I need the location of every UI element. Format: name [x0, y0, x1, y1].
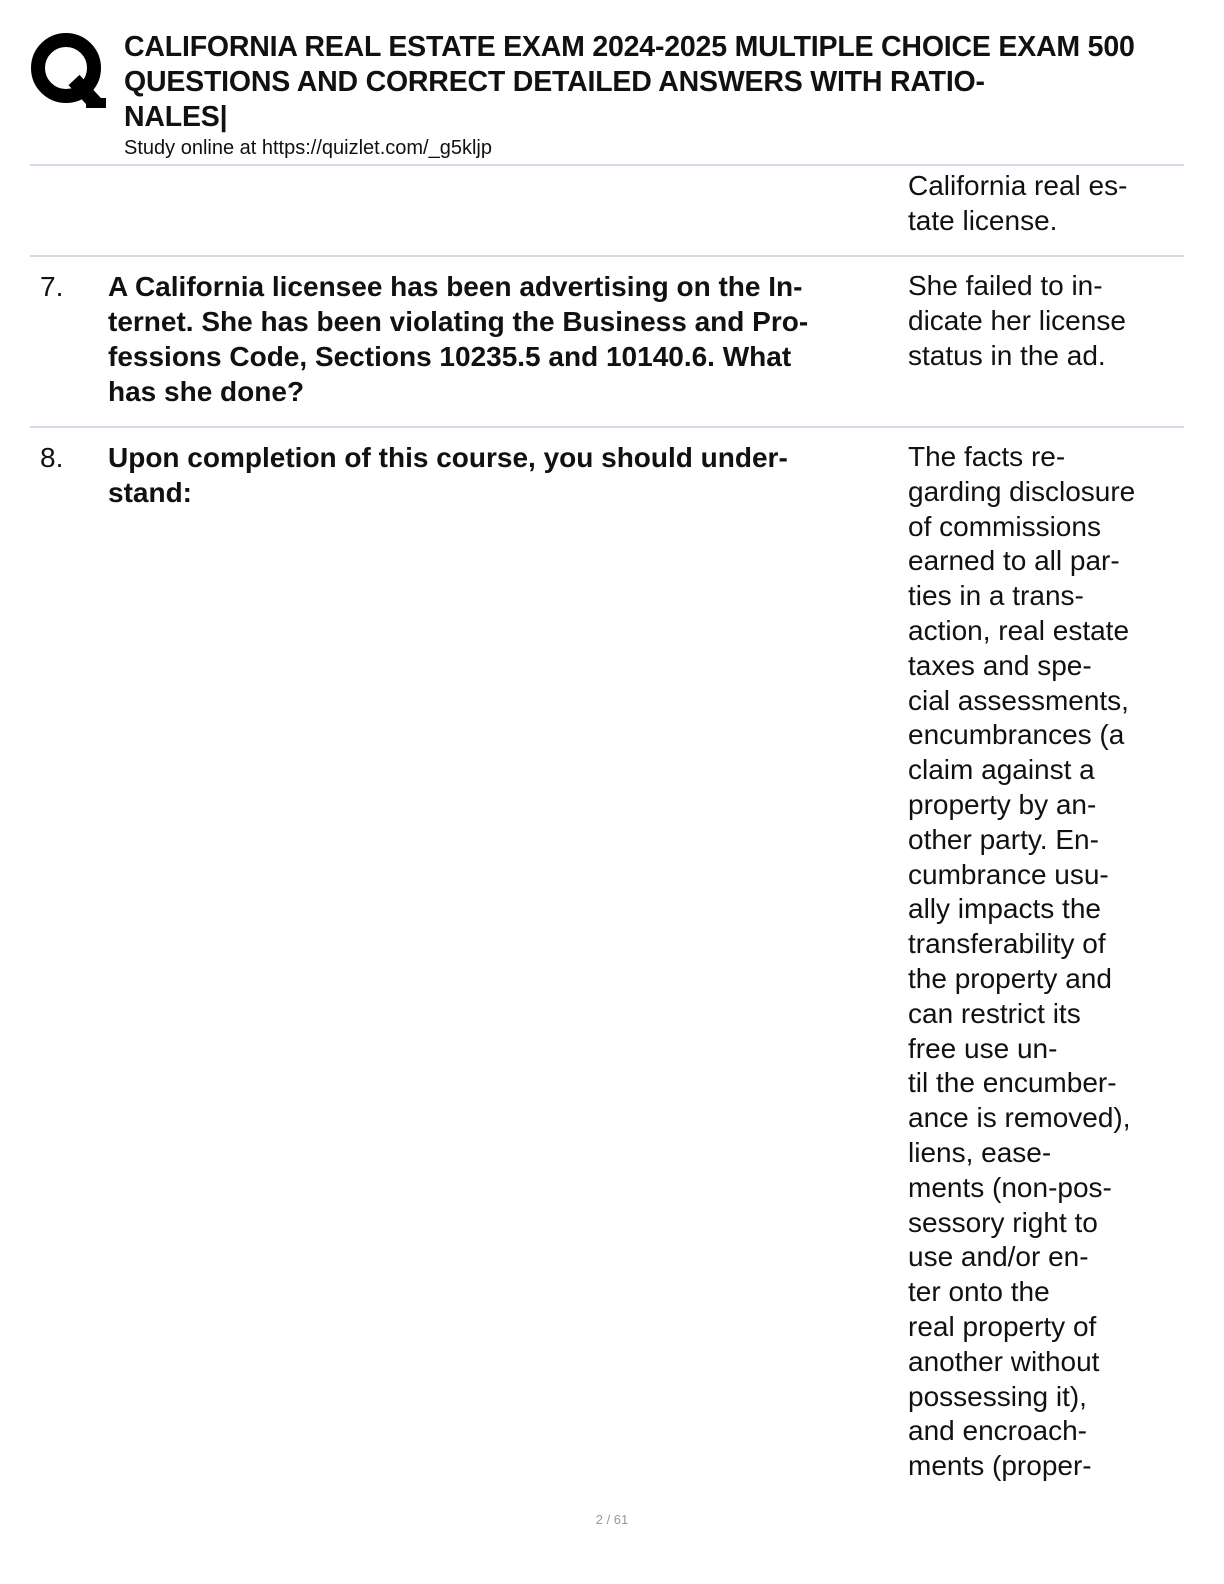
page-number: 2 / 61 [595, 1512, 629, 1527]
question-number: 7. [40, 271, 64, 302]
row-divider [30, 255, 1184, 257]
answer-text: She failed to in- dicate her license status in the ad. [908, 270, 1126, 371]
question-row-7 [30, 269, 1184, 419]
answer-text: California real es- tate license. [908, 170, 1128, 236]
question-row-8 [30, 440, 1184, 1490]
answer-text: The facts re- garding disclosure of commissions earned to all par- ties in a trans- action, real estate taxes and spe- cial assessments, encumbrances (a claim against a property by an- other party. En- cumbrance usu- ally impacts the transferability of the property and can restrict its free use un- til the encumber- ance is removed), liens, ease- ments (non-pos- sessory right to use and/or en- ter onto the real property of another without possessing it), and encroach- ments (proper- [908, 441, 1136, 1482]
quizlet-q-logo-icon [30, 32, 106, 108]
study-online-link[interactable]: Study online at https://quizlet.com/_g5kljp [124, 137, 492, 159]
header-divider [30, 164, 1184, 166]
question-text: A California licensee has been advertising on the In- ternet. She has been violating the Business and Pro- fessions Code, Sections 10235.5 and 10140.6. What has she done? [108, 271, 809, 407]
document-title: CALIFORNIA REAL ESTATE EXAM 2024-2025 MULTIPLE CHOICE EXAM 500 QUESTIONS AND CORRECT DETAILED ANSWERS WITH RATIO- NALES| [124, 31, 1135, 133]
question-text: Upon completion of this course, you should under- stand: [108, 442, 788, 508]
page-header [0, 0, 1224, 166]
question-number: 8. [40, 442, 64, 473]
continued-answer-row [30, 169, 1184, 255]
row-divider [30, 426, 1184, 428]
